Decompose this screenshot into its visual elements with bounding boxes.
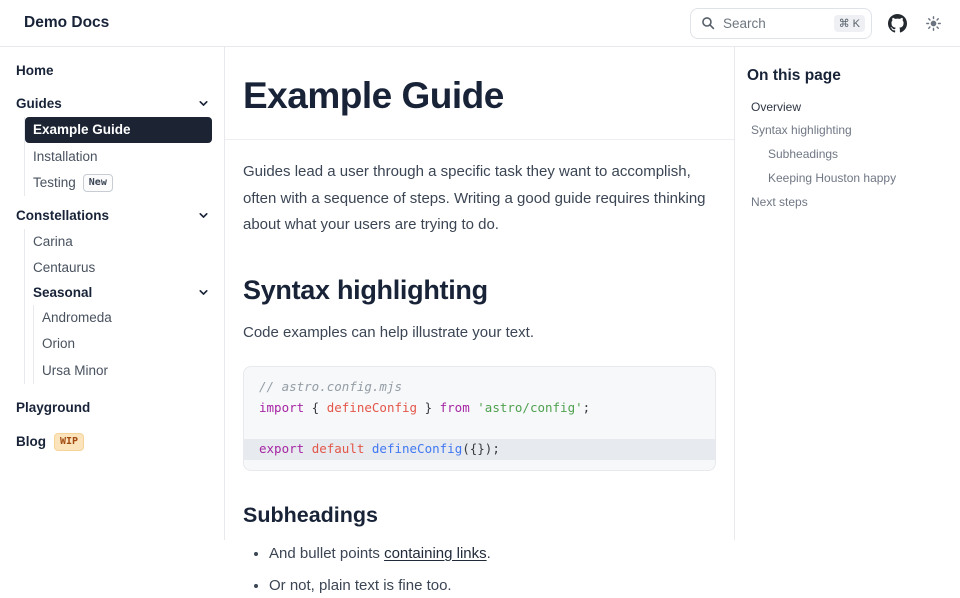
chevron-down-icon: [197, 286, 210, 299]
sidebar-item-centaurus[interactable]: [25, 255, 212, 281]
section-heading-subheadings: Subheadings: [243, 503, 378, 528]
toc-list: [747, 95, 948, 214]
toc-item-syntax-highlighting[interactable]: Syntax highlighting: [751, 123, 852, 138]
sidebar-group-seasonal-toggle[interactable]: [25, 282, 212, 303]
intro-paragraph: Guides lead a user through a specific task they want to accomplish, often with a sequence of steps. Writing a good guide requires thinking about what your users are trying to do.: [243, 163, 706, 233]
table-of-contents: [735, 47, 960, 540]
new-badge: New: [83, 174, 113, 192]
title-divider: [225, 139, 734, 140]
sidebar-item-testing[interactable]: [25, 170, 212, 196]
toc-item-next-steps[interactable]: Next steps: [751, 194, 808, 209]
sidebar-item-label: Testing: [33, 175, 76, 191]
sidebar-item-andromeda[interactable]: [34, 305, 212, 331]
sidebar-item-home[interactable]: Home: [16, 63, 54, 78]
search-placeholder: Search: [723, 15, 766, 31]
theme-toggle-button[interactable]: [923, 13, 944, 34]
github-icon: [888, 14, 907, 33]
chevron-down-icon: [197, 209, 210, 222]
sidebar-item-label: Installation: [33, 148, 98, 164]
site-title[interactable]: Demo Docs: [24, 14, 110, 31]
sidebar-item-label: Example Guide: [33, 122, 131, 137]
bullet-list: [243, 542, 716, 598]
toc-item-subheadings[interactable]: Subheadings: [768, 147, 839, 162]
sidebar-item-label: Orion: [42, 336, 76, 352]
header-actions: [690, 8, 944, 39]
sidebar-item-ursa-minor[interactable]: [34, 358, 212, 384]
sidebar-nav: [0, 47, 225, 540]
toc-heading: On this page: [747, 67, 841, 84]
sidebar-group-label: Seasonal: [33, 284, 93, 300]
list-item: [269, 574, 716, 597]
search-shortcut-badge: ⌘ K: [834, 15, 865, 32]
sidebar-sublist-guides: [24, 117, 212, 196]
code-line-export-highlighted: export default defineConfig({});: [244, 439, 715, 460]
chevron-down-icon: [197, 97, 210, 110]
sidebar-group-constellations: [16, 204, 212, 384]
sidebar-item-installation[interactable]: [25, 144, 212, 170]
code-block: [243, 366, 716, 471]
wip-badge: WIP: [54, 433, 84, 451]
sidebar-item-blog[interactable]: [16, 429, 212, 455]
code-line-import: import { defineConfig } from 'astro/config';: [259, 399, 591, 415]
sidebar-item-example-guide[interactable]: [25, 117, 212, 143]
list-item: [269, 542, 716, 565]
sidebar-sublist-seasonal: [33, 305, 212, 384]
sidebar-item-label: Ursa Minor: [42, 362, 109, 378]
sidebar-group-guides-toggle[interactable]: [16, 92, 212, 115]
sun-icon: [925, 15, 942, 32]
sidebar-item-orion[interactable]: [34, 331, 212, 357]
sidebar-item-label: Andromeda: [42, 309, 112, 325]
section-heading-syntax-highlighting: Syntax highlighting: [243, 275, 488, 306]
syntax-section-lead: Code examples can help illustrate your text.: [243, 324, 534, 342]
code-line-comment: // astro.config.mjs: [259, 379, 402, 395]
sidebar-group-label: Guides: [16, 96, 62, 111]
containing-links-link[interactable]: containing links: [384, 545, 487, 563]
site-header: [0, 0, 960, 47]
main-content: [225, 47, 735, 595]
sidebar-item-label: Blog: [16, 434, 46, 449]
sidebar-group-label: Constellations: [16, 207, 110, 223]
sidebar-item-label: Centaurus: [33, 260, 96, 276]
search-input[interactable]: [690, 8, 872, 39]
sidebar-sublist-constellations: [24, 229, 212, 384]
github-link[interactable]: [886, 12, 909, 35]
bullet-text: Or not, plain text is fine too.: [269, 577, 452, 595]
sidebar-group-guides: [16, 92, 212, 196]
sidebar-item-playground[interactable]: Playground: [16, 399, 91, 415]
bullet-text: And bullet points: [269, 545, 385, 563]
sidebar-item-label: Carina: [33, 233, 73, 249]
sidebar-group-constellations-toggle[interactable]: [16, 204, 212, 227]
search-icon: [701, 16, 715, 30]
toc-item-keeping-houston-happy[interactable]: Keeping Houston happy: [768, 170, 897, 185]
sidebar-item-carina[interactable]: [25, 229, 212, 255]
code-line-blank: [244, 419, 715, 440]
page-title: Example Guide: [243, 75, 504, 116]
bullet-text: .: [486, 545, 491, 563]
toc-item-overview[interactable]: Overview: [751, 99, 802, 114]
